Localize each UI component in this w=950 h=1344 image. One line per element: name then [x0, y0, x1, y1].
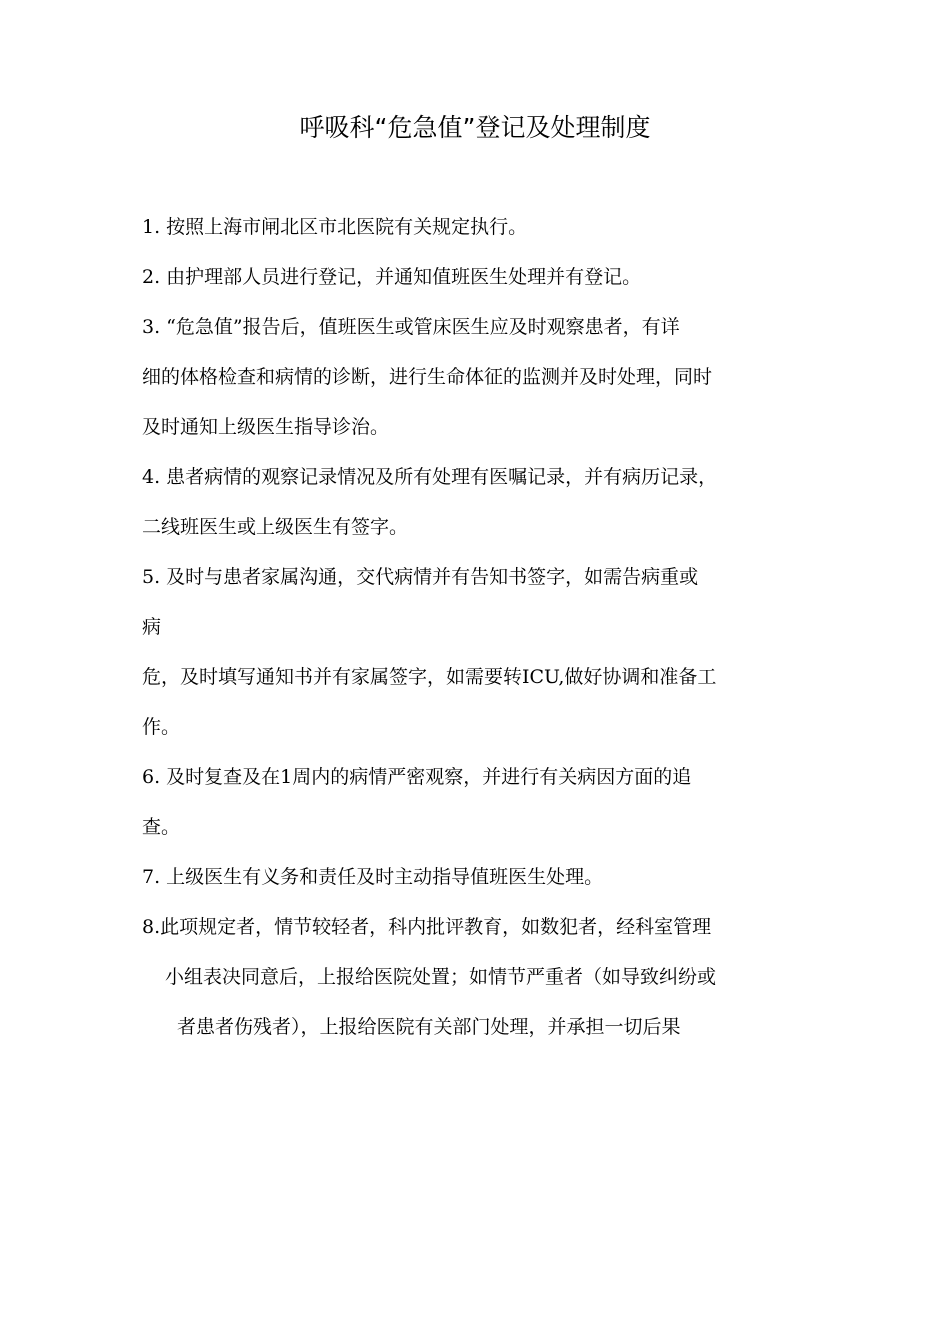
document-line-2: 2. 由护理部人员进行登记，并通知值班医生处理并有登记。: [142, 266, 642, 288]
document-line-6: 4. 患者病情的观察记录情况及所有处理有医嘱记录，并有病历记录，: [142, 466, 718, 488]
document-line-15: 8.此项规定者，情节较轻者，科内批评教育，如数犯者，经科室管理: [142, 916, 712, 938]
document-line-14: 7. 上级医生有义务和责任及时主动指导值班医生处理。: [142, 866, 604, 888]
document-line-12: 6. 及时复查及在1周内的病情严密观察，并进行有关病因方面的追: [142, 766, 692, 788]
document-line-10: 危，及时填写通知书并有家属签字，如需要转ICU,做好协调和准备工: [142, 666, 717, 688]
document-line-8: 5. 及时与患者家属沟通，交代病情并有告知书签字，如需告病重或: [142, 566, 699, 588]
document-line-13: 查。: [142, 816, 181, 838]
document-line-1: 1. 按照上海市闸北区市北医院有关规定执行。: [142, 216, 528, 238]
document-line-4: 细的体格检查和病情的诊断，进行生命体征的监测并及时处理，同时: [142, 366, 713, 388]
document-line-3: 3. “危急值”报告后，值班医生或管床医生应及时观察患者，有详: [142, 316, 680, 338]
document-line-9: 病: [142, 616, 162, 638]
document-line-11: 作。: [142, 716, 181, 738]
document-line-16: 小组表决同意后，上报给医院处置；如情节严重者（如导致纠纷或: [165, 966, 717, 988]
document-line-7: 二线班医生或上级医生有签字。: [142, 516, 409, 538]
document-line-17: 者患者伤残者），上报给医院有关部门处理，并承担一切后果: [177, 1016, 681, 1038]
document-title: 呼吸科“危急值”登记及处理制度: [299, 113, 651, 142]
document-line-5: 及时通知上级医生指导诊治。: [142, 416, 390, 438]
